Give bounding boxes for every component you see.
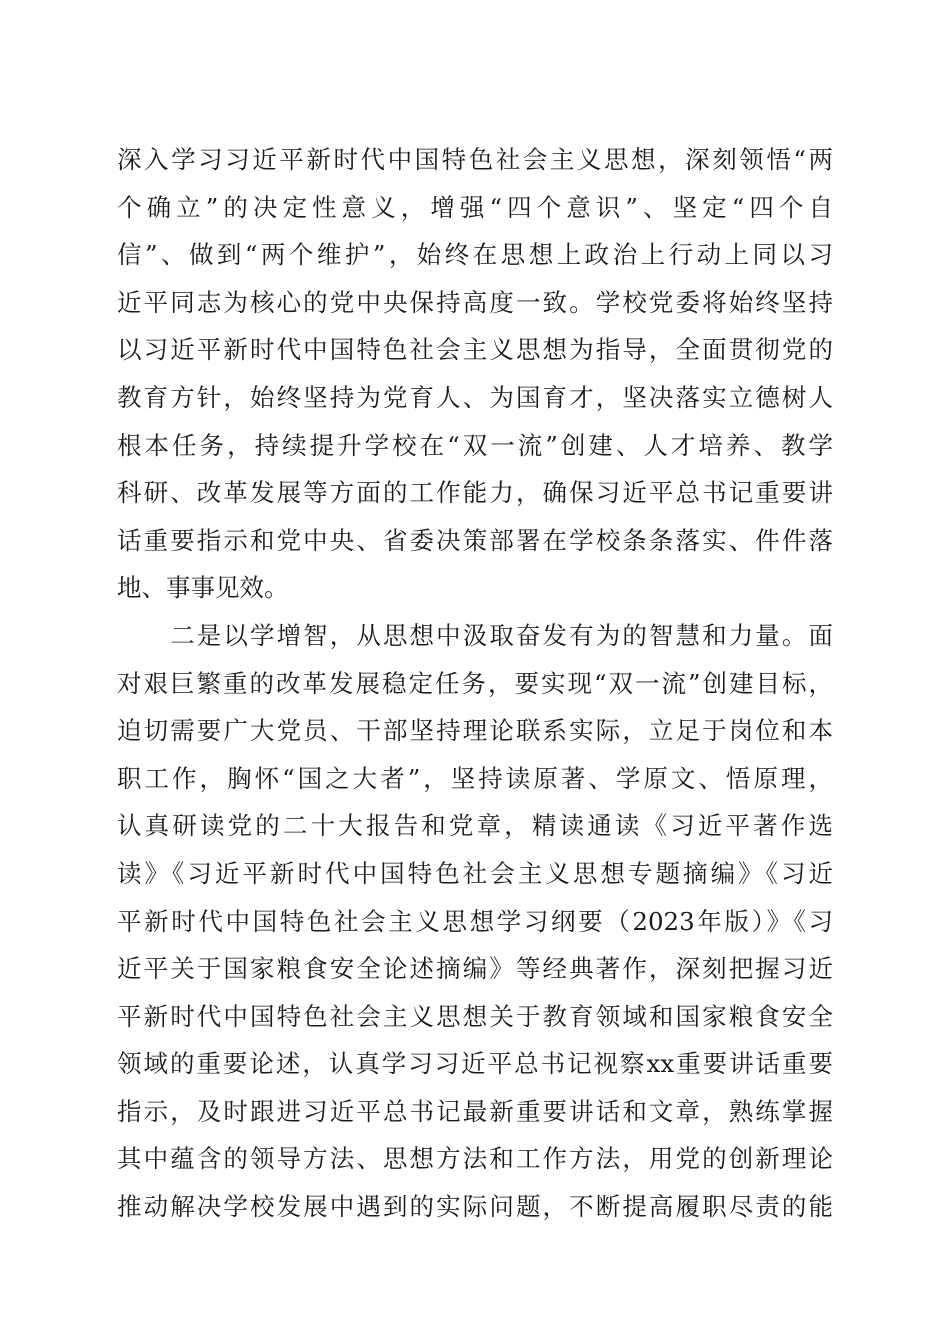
text-line: 教育方针，始终坚持为党育人、为国育才，坚决落实立德树人 <box>117 382 833 412</box>
text-line: 以习近平新时代中国特色社会主义思想为指导，全面贯彻党的 <box>117 335 833 365</box>
text-line: 其中蕴含的领导方法、思想方法和工作方法，用党的创新理论 <box>117 1144 833 1174</box>
text-line: 平新时代中国特色社会主义思想学习纲要（2023年版）》《习 <box>117 906 833 936</box>
text-line: 二是以学增智，从思想中汲取奋发有为的智慧和力量。面 <box>117 620 833 650</box>
text-line: 指示，及时跟进习近平总书记最新重要讲话和文章，熟练掌握 <box>117 1096 833 1126</box>
paragraph-2 <box>117 612 833 1231</box>
text-line: 近平同志为核心的党中央保持高度一致。学校党委将始终坚持 <box>117 287 833 317</box>
text-line: 近平关于国家粮食安全论述摘编》等经典著作，深刻把握习近 <box>117 954 833 984</box>
text-line: 领域的重要论述，认真学习习近平总书记视察xx重要讲话重要 <box>117 1049 833 1079</box>
text-line: 地、事事见效。 <box>117 573 289 603</box>
text-line: 话重要指示和党中央、省委决策部署在学校条条落实、件件落 <box>117 525 833 555</box>
text-line: 迫切需要广大党员、干部坚持理论联系实际，立足于岗位和本 <box>117 716 833 746</box>
text-line: 认真研读党的二十大报告和党章，精读通读《习近平著作选 <box>117 811 833 841</box>
text-line: 深入学习习近平新时代中国特色社会主义思想，深刻领悟“两 <box>117 145 833 174</box>
text-line: 平新时代中国特色社会主义思想关于教育领域和国家粮食安全 <box>117 1001 833 1031</box>
text-line: 读》《习近平新时代中国特色社会主义思想专题摘编》《习近 <box>117 858 833 888</box>
text-line: 对艰巨繁重的改革发展稳定任务，要实现“双一流”创建目标， <box>117 668 833 698</box>
text-line: 根本任务，持续提升学校在“双一流”创建、人才培养、教学 <box>117 430 833 460</box>
text-line: 个确立”的决定性意义，增强“四个意识”、坚定“四个自 <box>117 192 833 222</box>
paragraph-1 <box>117 136 833 612</box>
text-line: 推动解决学校发展中遇到的实际问题，不断提高履职尽责的能 <box>117 1192 833 1222</box>
text-line: 科研、改革发展等方面的工作能力，确保习近平总书记重要讲 <box>117 478 833 508</box>
body-text <box>117 136 833 1231</box>
text-line: 信”、做到“两个维护”，始终在思想上政治上行动上同以习 <box>117 240 833 270</box>
text-line: 职工作，胸怀“国之大者”，坚持读原著、学原文、悟原理， <box>117 763 833 793</box>
